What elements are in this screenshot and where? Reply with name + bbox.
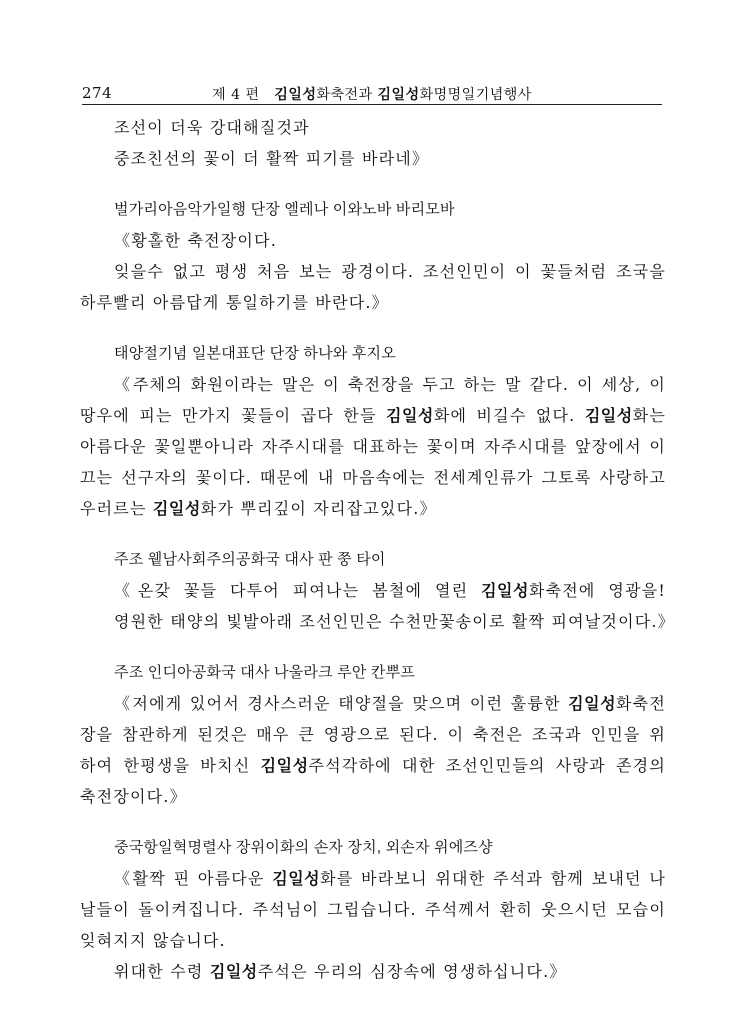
quote-line	[80, 256, 666, 287]
text-segment: 영원한 태양의 빛발아래 조선인민은 수천만꽃송이로 활짝 피여날것이다.》	[114, 612, 675, 631]
quote-line	[80, 369, 666, 400]
text-segment: 우러르는	[80, 499, 153, 518]
text-segment: 화가 뿌리깊이 자리잡고있다.》	[200, 499, 437, 518]
text-segment: 잊을수 없고 평생 처음 보는 광경이다. 조선인민이 이 꽃들처럼 조국을	[114, 262, 666, 281]
page-number: 274	[82, 84, 113, 102]
text-segment: 끄는 선구자의 꽃이다. 때문에 내 마음속에는 전세계인류가 그토록 사랑하고	[80, 468, 666, 487]
message-block	[80, 812, 666, 987]
message-block	[80, 524, 675, 637]
bold-name: 김일성	[152, 499, 201, 518]
quote-line	[80, 688, 666, 719]
chapter-label: 제 4 편	[212, 87, 260, 103]
speaker-heading: 주조 윁남사회주의공화국 대사 판 쭝 타이	[114, 551, 386, 568]
quote-line	[80, 925, 666, 956]
message-block	[80, 637, 666, 812]
quote-line	[80, 781, 666, 812]
quote-line	[80, 400, 666, 431]
text-segment: 조선이 더욱 강대해질것과	[114, 118, 310, 137]
bold-name: 김일성	[481, 581, 529, 600]
message-block	[80, 318, 666, 524]
text-segment: 《저에게 있어서 경사스러운 태양절을 맞으며 이런 훌륭한	[114, 694, 569, 713]
title-bold-name: 김일성	[274, 87, 317, 103]
block-spacer	[80, 812, 666, 832]
quote-line	[80, 575, 666, 606]
block-spacer	[80, 174, 666, 194]
speaker-heading: 태양절기념 일본대표단 단장 하나와 후지오	[114, 345, 396, 362]
page-body	[80, 112, 675, 987]
bold-name: 김일성	[209, 962, 258, 981]
title-text: 화축전과	[316, 87, 373, 103]
text-segment: 화축전	[616, 694, 666, 713]
block-spacer	[80, 524, 666, 544]
title-bold-name: 김일성	[377, 87, 420, 103]
quote-line	[80, 606, 675, 637]
running-title	[82, 84, 662, 104]
message-block	[80, 174, 666, 318]
speaker-heading: 벌가리아음악가일행 단장 엘레나 이와노바 바리모바	[114, 201, 455, 218]
bold-name: 김일성	[260, 756, 309, 775]
text-segment: 《주체의 화원이라는 말은 이 축전장을 두고 하는 말 같다. 이 세상, 이	[114, 375, 666, 394]
bold-name: 김일성	[385, 406, 434, 425]
quote-line	[80, 431, 666, 462]
speaker-heading: 중국항일혁명렬사 장위이화의 손자 장치, 외손자 위에즈샹	[114, 839, 493, 856]
quote-line	[80, 143, 666, 174]
text-segment: 잊혀지지 않습니다.	[80, 931, 226, 950]
text-segment: 주석각하에 대한 조선인민들의 사랑과 존경의	[308, 756, 666, 775]
text-segment: 화축전에 영광을!	[528, 581, 666, 600]
text-segment: 축전장이다.》	[80, 787, 187, 806]
text-segment: 하루빨리 아름답게 통일하기를 바란다.》	[80, 293, 389, 312]
bold-name: 김일성	[272, 869, 321, 888]
text-segment: 날들이 돌이켜집니다. 주석님이 그립습니다. 주석께서 환히 웃으시던 모습이	[80, 900, 666, 919]
text-segment: 《황홀한 축전장이다.	[114, 231, 278, 250]
quote-line	[80, 462, 666, 493]
quote-line	[80, 956, 666, 987]
running-header	[82, 78, 662, 105]
speaker-heading: 주조 인디아공화국 대사 나울라크 루안 칸뿌프	[114, 664, 415, 681]
block-spacer	[80, 637, 666, 657]
text-segment: 위대한 수령	[114, 962, 210, 981]
quote-line	[80, 719, 666, 750]
text-segment: 중조친선의 꽃이 더 활짝 피기를 바라네》	[114, 149, 430, 168]
bold-name: 김일성	[568, 694, 617, 713]
text-segment: 《활짝 핀 아름다운	[114, 869, 273, 888]
quote-line	[80, 112, 666, 143]
quote-line	[80, 750, 666, 781]
text-segment: 화를 바라보니 위대한 주석과 함께 보내던 나	[320, 869, 666, 888]
text-segment: 땅우에 피는 만가지 꽃들이 곱다 한들	[80, 406, 386, 425]
text-segment: 장을 참관하게 된것은 매우 큰 영광으로 된다. 이 축전은 조국과 인민을 위	[80, 725, 666, 744]
quote-line	[80, 493, 666, 524]
block-spacer	[80, 318, 666, 338]
text-segment: 하여 한평생을 바치신	[80, 756, 261, 775]
message-block	[80, 112, 666, 174]
quote-line	[80, 225, 666, 256]
text-segment: 화는	[632, 406, 666, 425]
text-segment: 화에 비길수 없다.	[433, 406, 585, 425]
text-segment: 《온갖 꽃들 다투어 피여나는 봄철에 열린	[114, 581, 482, 600]
quote-line	[80, 894, 666, 925]
bold-name: 김일성	[584, 406, 633, 425]
text-segment: 주석은 우리의 심장속에 영생하십니다.》	[257, 962, 567, 981]
quote-line	[80, 287, 666, 318]
title-text: 화명명일기념행사	[419, 87, 532, 103]
quote-line	[80, 863, 666, 894]
text-segment: 아름다운 꽃일뿐아니라 자주시대를 대표하는 꽃이며 자주시대를 앞장에서 이	[80, 437, 666, 456]
